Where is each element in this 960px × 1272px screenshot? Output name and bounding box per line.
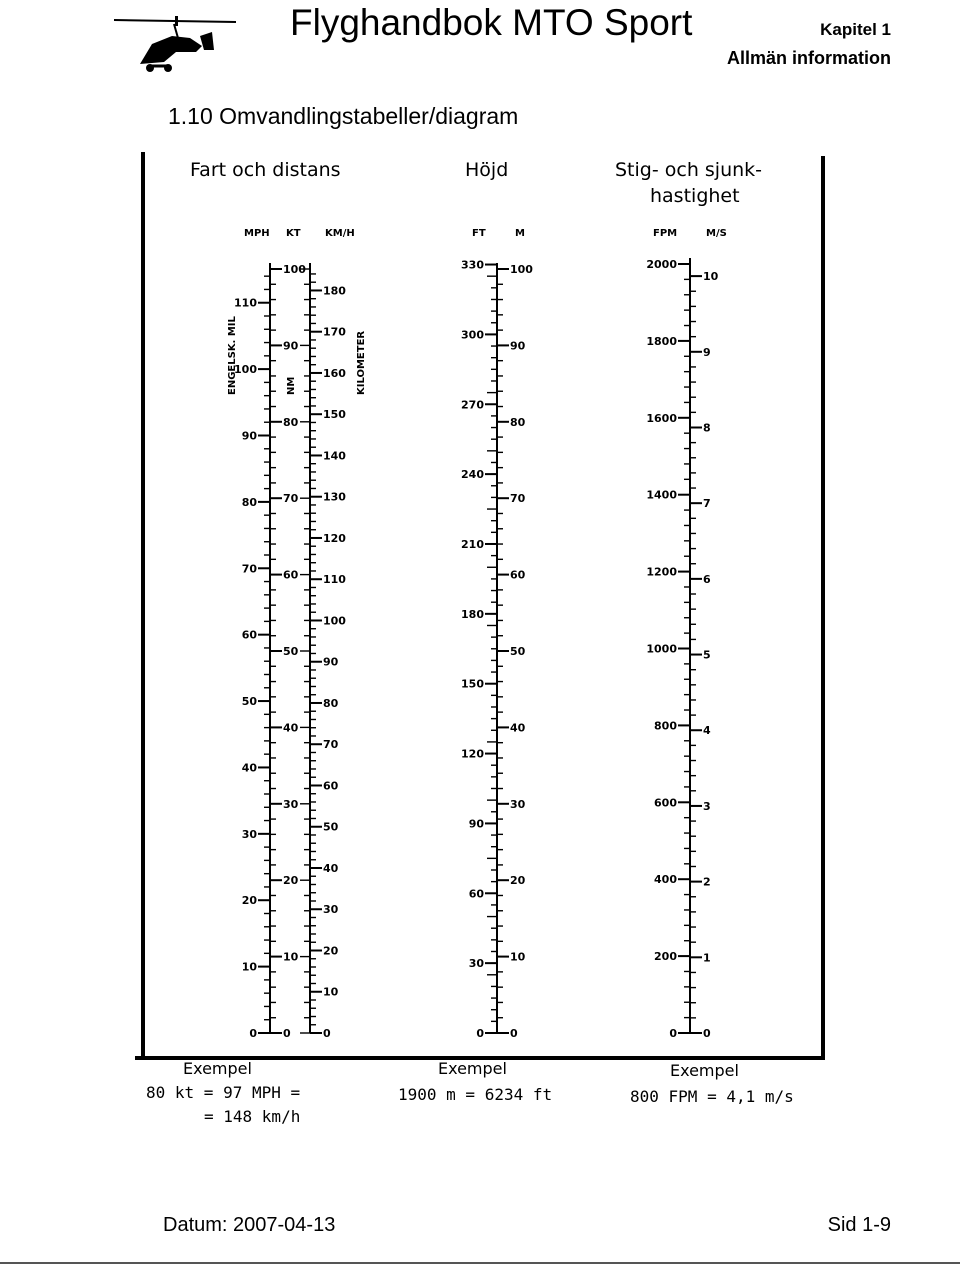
fpm-label: 0	[669, 1027, 677, 1040]
mph-label: 20	[241, 894, 257, 908]
kt-label: 40	[283, 721, 299, 735]
speed-example-line2: = 148 km/h	[204, 1107, 301, 1126]
ft-label: 270	[461, 398, 484, 412]
kmh-label: 110	[323, 573, 346, 587]
fpm-label: 800	[654, 719, 677, 733]
kmh-label: 60	[323, 779, 339, 793]
kt-label: 10	[283, 950, 299, 964]
m-label: 100	[510, 263, 533, 276]
ft-label: 210	[461, 537, 484, 551]
mph-label: 100	[234, 363, 257, 377]
ms-label: 2	[703, 875, 711, 889]
fpm-label: 1000	[646, 642, 677, 656]
unit-fpm: FPM	[653, 228, 678, 239]
kmh-label: 20	[323, 944, 339, 958]
height-example-line1: 1900 m = 6234 ft	[398, 1085, 553, 1104]
kt-label: 20	[283, 874, 299, 888]
footer-date: Datum: 2007-04-13	[163, 1214, 336, 1236]
side-label-engelsk-mil: ENGELSK. MIL	[227, 316, 238, 395]
unit-kmh: KM/H	[325, 228, 355, 239]
ft-label: 90	[468, 817, 484, 831]
kt-label: 0	[283, 1027, 291, 1040]
fpm-label: 600	[654, 796, 677, 810]
ft-label: 330	[461, 258, 484, 272]
kmh-label: 130	[323, 490, 346, 504]
side-label-kilometer: KILOMETER	[356, 330, 367, 395]
fpm-label: 200	[654, 950, 677, 964]
speed-example-title: Exempel	[183, 1059, 252, 1078]
conversion-diagram	[110, 140, 850, 1140]
mph-label: 30	[241, 827, 257, 841]
footer-page-number: Sid 1-9	[827, 1214, 891, 1236]
autogyro-logo	[112, 6, 242, 76]
ft-label: 300	[461, 328, 484, 342]
height-example-title: Exempel	[438, 1059, 507, 1078]
mph-label: 110	[234, 296, 257, 310]
fpm-label: 1600	[646, 411, 677, 425]
fpm-label: 1400	[646, 488, 677, 502]
mph-label: 60	[241, 628, 257, 642]
m-label: 40	[510, 721, 526, 735]
kmh-label: 10	[323, 985, 339, 999]
ms-label: 1	[703, 951, 711, 965]
kmh-label: 40	[323, 861, 339, 875]
m-label: 80	[510, 415, 526, 429]
mph-label: 70	[241, 562, 257, 576]
kmh-label: 180	[323, 284, 346, 298]
mph-label: 90	[241, 429, 257, 443]
kt-label: 30	[283, 797, 299, 811]
m-label: 0	[510, 1027, 518, 1040]
m-label: 70	[510, 492, 526, 506]
ft-label: 60	[468, 887, 484, 901]
kt-label: 80	[283, 415, 299, 429]
fpm-label: 1800	[646, 334, 677, 348]
climb-heading-line1: Stig- och sjunk-	[615, 159, 763, 181]
ft-label: 120	[461, 747, 484, 761]
kmh-label: 140	[323, 449, 346, 463]
fpm-label: 1200	[646, 565, 677, 579]
ms-label: 10	[703, 270, 719, 284]
ms-label: 4	[703, 724, 711, 738]
document-title: Flyghandbok MTO Sport	[290, 2, 693, 43]
mph-label: 10	[241, 960, 257, 974]
m-label: 30	[510, 797, 526, 811]
ms-label: 6	[703, 572, 711, 586]
mph-label: 80	[241, 495, 257, 509]
mph-label: 50	[241, 695, 257, 709]
kt-label: 100	[283, 263, 306, 276]
kmh-label: 160	[323, 366, 346, 380]
kt-label: 90	[283, 339, 299, 353]
kmh-label: 70	[323, 738, 339, 752]
ft-label: 30	[468, 957, 484, 971]
ms-label: 5	[703, 648, 711, 662]
climb-example-title: Exempel	[670, 1061, 739, 1080]
ft-label: 180	[461, 607, 484, 621]
ms-label: 9	[703, 345, 711, 359]
fpm-label: 2000	[646, 258, 677, 271]
ms-label: 0	[703, 1027, 711, 1040]
speed-heading: Fart och distans	[190, 159, 341, 181]
kt-label: 70	[283, 492, 299, 506]
m-label: 10	[510, 950, 526, 964]
section-heading: 1.10 Omvandlingstabeller/diagram	[168, 103, 519, 129]
mph-label: 40	[241, 761, 257, 775]
ms-label: 8	[703, 421, 711, 435]
ms-label: 3	[703, 799, 711, 813]
ft-label: 150	[461, 677, 484, 691]
m-label: 90	[510, 339, 526, 353]
mph-label: 0	[249, 1027, 257, 1040]
m-label: 50	[510, 645, 526, 658]
height-heading: Höjd	[465, 159, 509, 181]
kmh-label: 100	[323, 614, 346, 628]
unit-ft: FT	[472, 228, 486, 239]
side-label-nm: NM	[286, 376, 297, 395]
unit-ms: M/S	[706, 228, 727, 239]
kt-label: 60	[283, 568, 299, 582]
footer-rule	[0, 1262, 960, 1264]
kmh-label: 120	[323, 531, 346, 545]
unit-m: M	[515, 228, 525, 239]
chapter-label: Kapitel 1	[820, 20, 891, 39]
kmh-label: 80	[323, 696, 339, 710]
ft-label: 0	[476, 1027, 484, 1040]
fpm-label: 400	[654, 873, 677, 887]
kmh-label: 50	[323, 820, 339, 834]
kmh-label: 170	[323, 325, 346, 339]
ms-label: 7	[703, 497, 711, 511]
section-label: Allmän information	[726, 48, 891, 68]
kmh-label: 90	[323, 655, 339, 669]
unit-kt: KT	[286, 228, 301, 239]
climb-example-line1: 800 FPM = 4,1 m/s	[630, 1087, 794, 1106]
m-label: 60	[510, 568, 526, 582]
kmh-label: 30	[323, 903, 339, 917]
m-label: 20	[510, 874, 526, 888]
unit-mph: MPH	[244, 228, 270, 239]
kmh-label: 0	[323, 1027, 331, 1040]
kmh-label: 150	[323, 408, 346, 422]
climb-heading-line2: hastighet	[650, 185, 740, 207]
ft-label: 240	[461, 468, 484, 482]
kt-label: 50	[283, 645, 299, 658]
speed-example-line1: 80 kt = 97 MPH =	[146, 1083, 301, 1102]
